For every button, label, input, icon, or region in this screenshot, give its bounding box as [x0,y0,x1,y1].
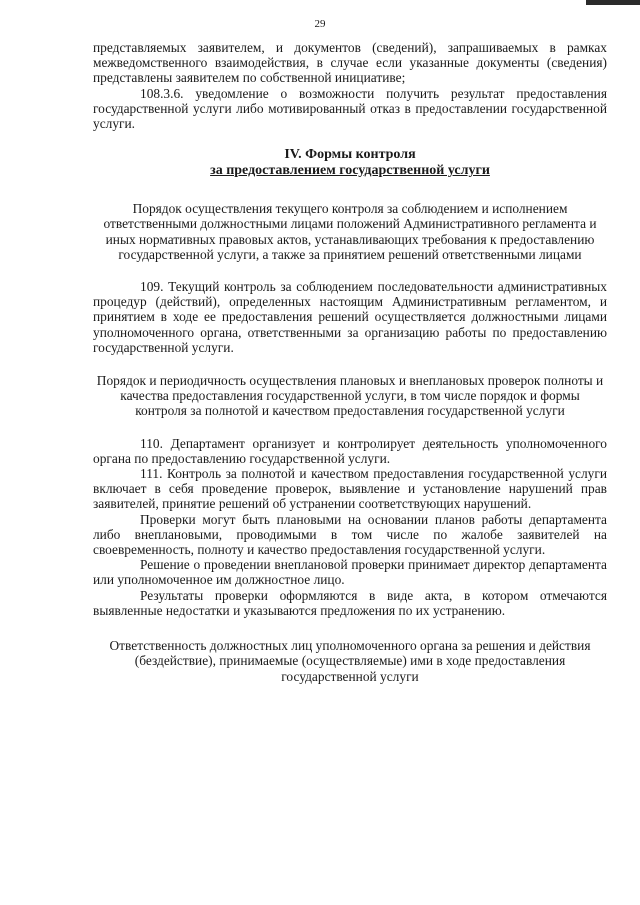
subheading-current-control: Порядок осуществления текущего контроля за соблюдением и исполнением ответственными должностными лицами положений Административного регламента и иных нормативных правовых актов, устанавливающих требования к предоставлению государственной услуги, а также за принятием решений ответственными лицами [103,201,597,262]
paragraph-decision: Решение о проведении внеплановой проверки принимает директор департамента или уполномоченное им должностное лицо. [93,557,607,588]
subheading-inspections: Порядок и периодичность осуществления плановых и внеплановых проверок полноты и качества предоставления государственной услуги, в том числе порядок и формы контроля за полнотой и качеством предоставления государственной услуги [96,373,604,419]
item-108-3-6: 108.3.6. уведомление о возможности получить результат предоставления государственной услуги либо мотивированный отказ в предоставлении государственной услуги. [93,85,607,132]
intro-paragraph: представляемых заявителем, и документов (сведений), запрашиваемых в рамках межведомственного взаимодействия, в случае если указанные документы (сведения) представлены заявителем по собственной инициативе; [93,40,607,86]
section-title-line1: IV. Формы контроля [284,147,416,163]
page-content [93,40,607,684]
item-111: 111. Контроль за полнотой и качеством предоставления государственной услуги включает в себя проведение проверок, выявление и установление нарушений прав заявителей, принятие решений об устранении соответствующих нарушений. [93,466,607,512]
section-title-line2: за предоставлением государственной услуги [210,163,490,179]
paragraph-results: Результаты проверки оформляются в виде акта, в котором отмечаются выявленные недостатки и указываются предложения по их устранению. [93,587,607,618]
page-number: 29 [314,18,326,30]
item-110: 110. Департамент организует и контролирует деятельность уполномоченного органа по предоставлению государственной услуги. [93,435,607,466]
subheading-responsibility: Ответственность должностных лиц уполномоченного органа за решения и действия (бездействие), принимаемые (осуществляемые) ими в ходе предоставления государственной услуги [109,638,591,684]
item-109: 109. Текущий контроль за соблюдением последовательности административных процедур (действий), определенных настоящим Административным регламентом, и принятием в ходе ее предоставления решений осуществляется должностными лицами уполномоченного органа, ответственными за организацию работы по предоставлению государственной услуги. [93,279,607,355]
section-title [93,147,607,179]
paragraph-checks: Проверки могут быть плановыми на основании планов работы департамента либо внеплановыми, проводимыми в том числе по жалобе заявителей на своевременность, полноту и качество предоставления государственной услуги. [93,511,607,558]
